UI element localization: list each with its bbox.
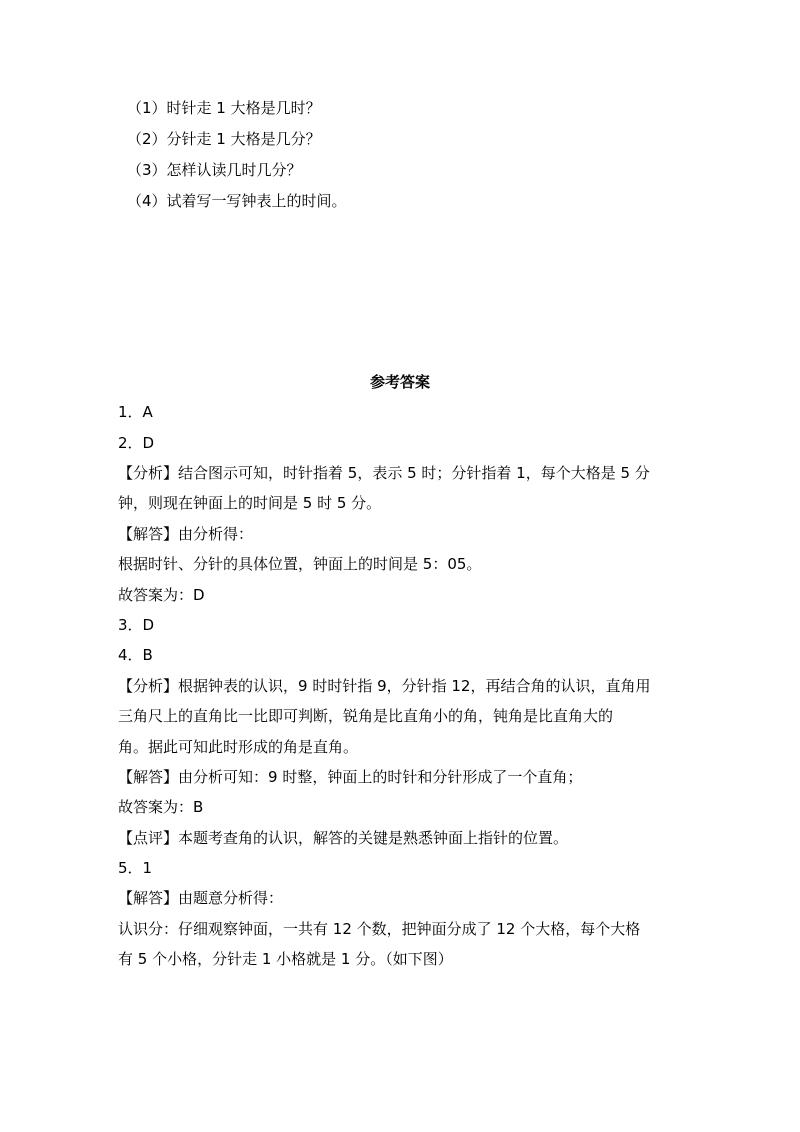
answer-line: 1．A [118, 403, 153, 421]
answer-title: 参考答案 [369, 373, 430, 391]
comment-line: 【点评】本题考查角的认识，解答的关键是熟悉钟面上指针的位置。 [118, 829, 569, 847]
question-2: （2）分针走 1 大格是几分？ [127, 130, 321, 148]
analysis-line: 角。据此可知此时形成的角是直角。 [118, 738, 359, 756]
question-3: （3）怎样认读几时几分？ [127, 161, 302, 179]
solution-line: 有 5 个小格，分针走 1 小格就是 1 分。（如下图） [118, 950, 453, 968]
solution-line: 【解答】由分析得： [118, 525, 254, 543]
question-1: （1）时针走 1 大格是几时？ [127, 99, 321, 117]
solution-line: 【解答】由分析可知：9 时整，钟面上的时针和分针形成了一个直角； [118, 768, 583, 786]
solution-line: 【解答】由题意分析得： [118, 889, 284, 907]
analysis-line: 三角尺上的直角比一比即可判断，锐角是比直角小的角，钝角是比直角大的 [118, 707, 614, 725]
solution-line: 认识分：仔细观察钟面，一共有 12 个数，把钟面分成了 12 个大格，每个大格 [118, 920, 641, 938]
answer-line: 2．D [118, 434, 155, 452]
answer-line: 5．1 [118, 859, 153, 877]
analysis-line: 【分析】根据钟表的认识，9 时时针指 9，分针指 12，再结合角的认识，直角用 [118, 677, 651, 695]
analysis-line: 钟，则现在钟面上的时间是 5 时 5 分。 [118, 494, 382, 512]
solution-line: 根据时针、分针的具体位置，钟面上的时间是 5：05。 [118, 555, 482, 573]
result-line: 故答案为：D [118, 586, 205, 604]
answer-line: 3．D [118, 616, 155, 634]
question-4: （4）试着写一写钟表上的时间。 [127, 192, 347, 210]
result-line: 故答案为：B [118, 798, 204, 816]
analysis-line: 【分析】结合图示可知，时针指着 5，表示 5 时；分针指着 1，每个大格是 5 分 [118, 464, 650, 482]
answer-line: 4．B [118, 646, 153, 664]
